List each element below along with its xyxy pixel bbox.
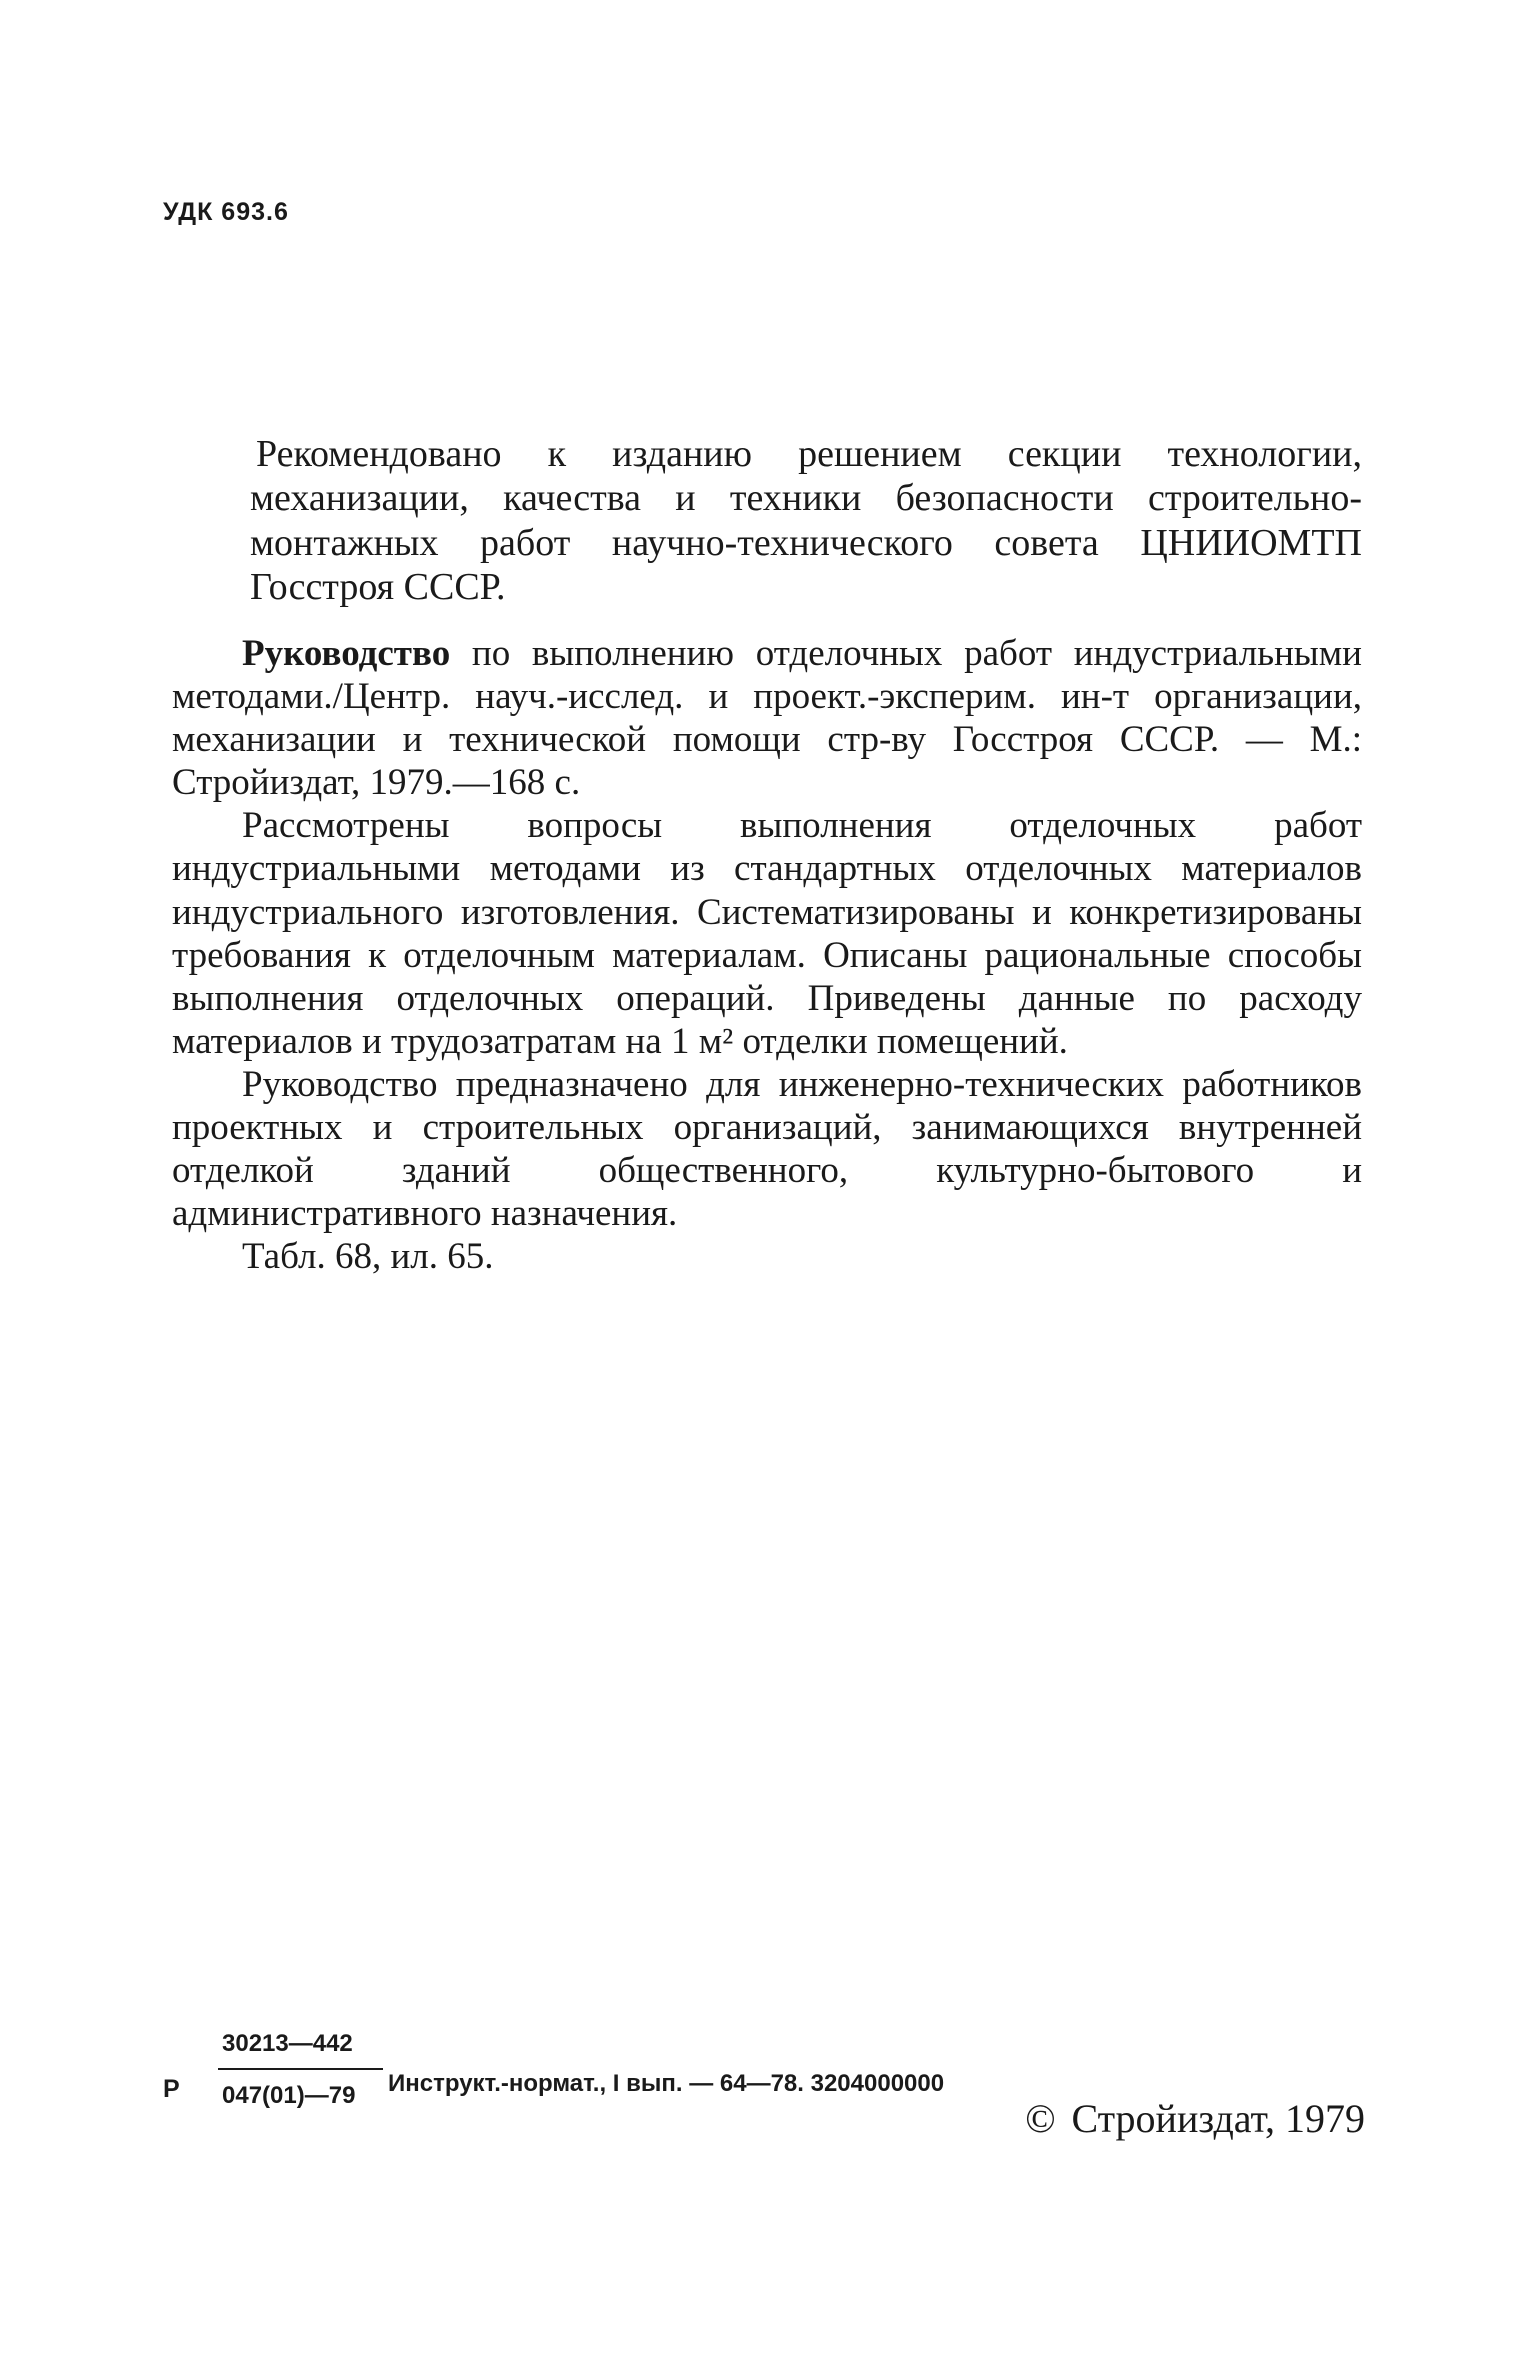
recommendation-note (250, 432, 1362, 610)
bibliographic-entry (172, 632, 1362, 804)
recommendation-text: Рекомендовано к изданию решением секции технологии, механизации, качества и техники безопасности строительно-монтажных работ научно-технического совета ЦНИИОМТП Госстроя СССР. (250, 433, 1362, 609)
bibliographic-abstract (172, 632, 1362, 1278)
copyright-icon: © (1025, 2096, 1056, 2141)
imprint-fraction (218, 2030, 358, 2110)
fraction-line (218, 2068, 383, 2070)
audience-paragraph: Руководство предназначено для инженерно-технических работников проектных и строительных организаций, занимающихся внутренней отделкой зданий общественного, культурно-бытового и административного назначения. (172, 1063, 1362, 1235)
copyright-text: Стройиздат, 1979 (1071, 2096, 1365, 2141)
tables-count: Табл. 68, ил. 65. (242, 1236, 494, 1278)
imprint-numerator: 30213—442 (222, 2030, 353, 2057)
bibliographic-description: по выполнению отделочных работ индустриальными методами./Центр. науч.-исслед. и проект.-эксперим. ин-т организации, механизации и технической помощи стр-ву Госстроя СССР. — М.: Стройиздат, 1979.—168 с. (172, 633, 1362, 804)
copyright-line (1021, 2095, 1365, 2142)
summary-paragraph: Рассмотрены вопросы выполнения отделочных работ индустриальными методами из стандартных отделочных материалов индустриального изготовления. Систематизированы и конкретизированы требования к отделочным материалам. Описаны рациональные способы выполнения отделочных операций. Приведены данные по расходу материалов и трудозатратам на 1 м² отделки помещений. (172, 805, 1362, 1062)
imprint-denominator: 047(01)—79 (222, 2082, 356, 2109)
bibliographic-title: Руководство (242, 633, 451, 674)
imprint-text: Инструкт.-нормат., I вып. — 64—78. 3204000000 (388, 2070, 945, 2097)
udc-code: УДК 693.6 (163, 198, 289, 226)
imprint-prefix: Р (163, 2075, 180, 2103)
